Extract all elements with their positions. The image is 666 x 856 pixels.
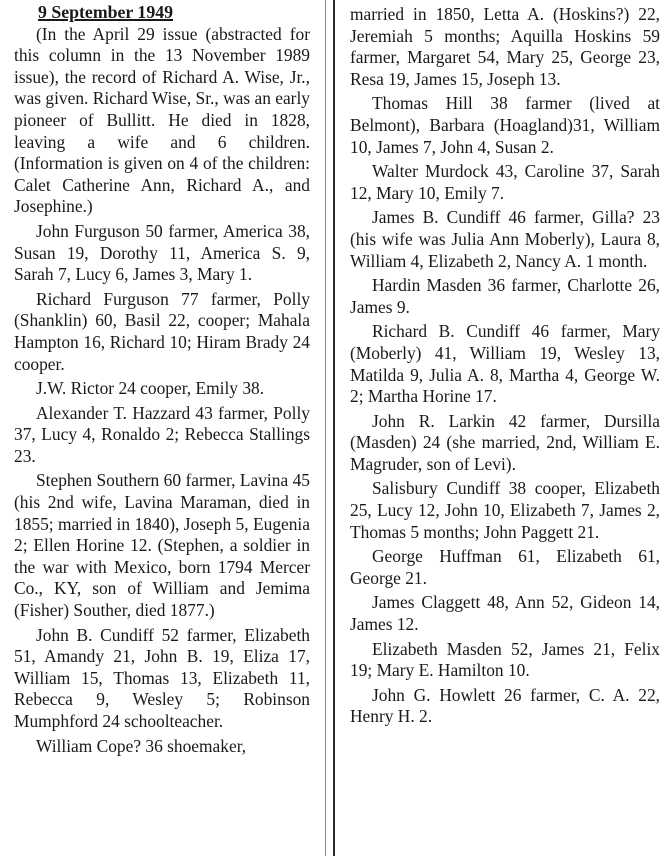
column-edge-rule: [325, 0, 326, 856]
entry-john-furguson: John Furguson 50 farmer, America 38, Susan 19, Dorothy 11, America S. 9, Sarah 7, Lucy 6, James 3, Mary 1.: [14, 220, 310, 285]
entry-john-b-cundiff: John B. Cundiff 52 farmer, Elizabeth 51, Amandy 21, John B. 19, Eliza 17, William 15, Thomas 13, Elizabeth 11, Rebecca 9, Wesley 5; Robinson Mumphford 24 schoolteacher.: [14, 624, 310, 731]
column-date: 9 September 1949: [38, 2, 173, 22]
entry-jw-rictor: J.W. Rictor 24 cooper, Emily 38.: [36, 378, 265, 399]
entry-salisbury-cundiff: Salisbury Cundiff 38 cooper, Elizabeth 25, Lucy 12, John 10, Elizabeth 7, James 2, Thomas 5 months; John Paggett 21.: [350, 478, 660, 542]
entry-william-cope: William Cope? 36 shoemaker,: [36, 735, 247, 756]
entry-john-g-howlett: John G. Howlett 26 farmer, C. A. 22, Henry H. 2.: [350, 684, 660, 727]
entry-hardin-masden: Hardin Masden 36 farmer, Charlotte 26, James 9.: [350, 275, 660, 317]
entry-richard-b-cundiff: Richard B. Cundiff 46 farmer, Mary (Moberly) 41, William 19, Wesley 13, Matilda 9, Julia A. 8, Martha 4, George W. 2; Martha Horine 17.: [350, 321, 660, 407]
entry-thomas-hill: Thomas Hill 38 farmer (lived at Belmont), Barbara (Hoagland)31, William 10, James 7, John 4, Susan 2.: [350, 93, 660, 157]
entry-elizabeth-masden: Elizabeth Masden 52, James 21, Felix 19; Mary E. Hamilton 10.: [350, 638, 660, 681]
right-column: [336, 0, 666, 856]
entry-james-b-cundiff: James B. Cundiff 46 farmer, Gilla? 23 (his wife was Julia Ann Moberly), Laura 8, William 4, Elizabeth 2, Nancy A. 1 month.: [350, 207, 660, 271]
column-divider: [333, 0, 335, 856]
entry-richard-furguson: Richard Furguson 77 farmer, Polly (Shanklin) 60, Basil 22, cooper; Mahala Hampton 16, Richard 10; Hiram Brady 24 cooper.: [14, 288, 310, 374]
paragraph-intro: (In the April 29 issue (abstracted for this column in the 13 November 1989 issue), the record of Richard A. Wise, Jr., was given. Richard Wise, Sr., was an early pioneer of Bullitt. He died in 1828, leaving a wife and 6 children. (Information is given on 4 of the children: Calet Catherine Ann, Richard A., and Josephine.): [14, 23, 310, 217]
entry-james-claggett: James Claggett 48, Ann 52, Gideon 14, James 12.: [350, 592, 660, 635]
entry-continuation: married in 1850, Letta A. (Hoskins?) 22, Jeremiah 5 months; Aquilla Hoskins 59 farmer, Margaret 54, Mary 25, George 23, Resa 19, James 15, Joseph 13.: [350, 4, 660, 89]
entry-john-r-larkin: John R. Larkin 42 farmer, Dursilla (Masden) 24 (she married, 2nd, William E. Magruder, son of Levi).: [350, 410, 660, 474]
entry-walter-murdock: Walter Murdock 43, Caroline 37, Sarah 12, Mary 10, Emily 7.: [350, 161, 660, 203]
entry-george-huffman: George Huffman 61, Elizabeth 61, George 21.: [350, 546, 660, 588]
entry-alexander-hazzard: Alexander T. Hazzard 43 farmer, Polly 37, Lucy 4, Ronaldo 2; Rebecca Stallings 23.: [14, 402, 310, 466]
entry-stephen-southern: Stephen Southern 60 farmer, Lavina 45 (his 2nd wife, Lavina Maraman, died in 1855; married in 1840), Joseph 5, Eugenia 2; Ellen Horine 12. (Stephen, a soldier in the war with Mexico, born 1794 Mercer Co., KY, son of William and Jemima (Fisher) Souther, died 1877.): [14, 470, 310, 621]
left-column: [0, 0, 330, 856]
